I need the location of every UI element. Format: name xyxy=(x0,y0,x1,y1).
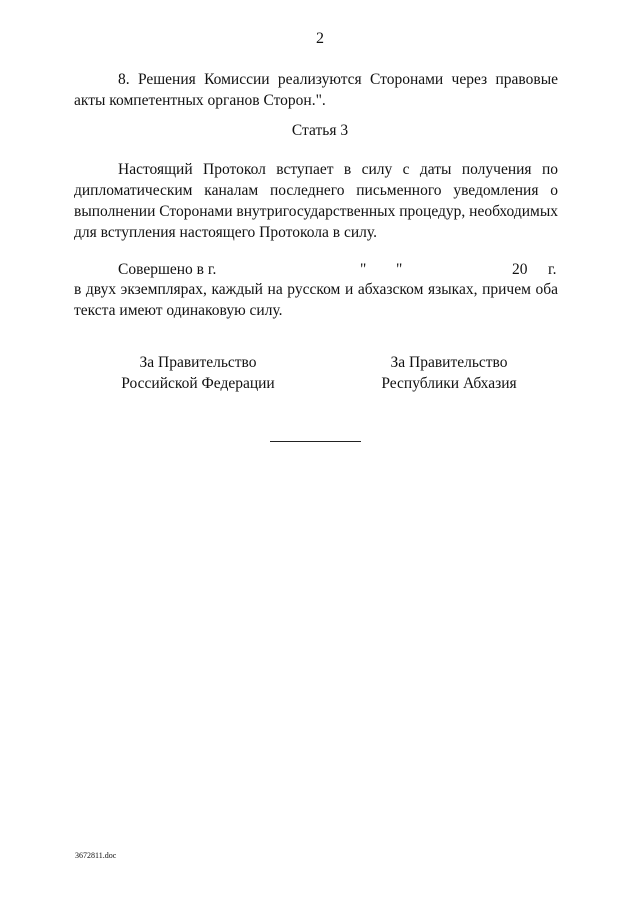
signature-block-russia xyxy=(78,352,318,394)
signature-abkhazia-line2: Республики Абхазия xyxy=(381,375,517,392)
year-prefix: 20 xyxy=(512,261,528,278)
signature-russia-line2: Российской Федерации xyxy=(121,375,275,392)
signature-block-abkhazia xyxy=(329,352,569,394)
page-number: 2 xyxy=(316,30,324,47)
paragraph-entry-into-force: Настоящий Протокол вступает в силу с даты получения по дипломатическим каналам последнего письменного уведомления о выполнении Сторонами внутригосударственных процедур, необходимых для вступления настоящего Протокола в силу. xyxy=(74,161,558,241)
signature-russia-line1: За Правительство xyxy=(139,354,257,371)
paragraph-copies: в двух экземплярах, каждый на русском и абхазском языках, причем оба текста имеют одинаковую силу. xyxy=(74,281,558,319)
done-at-text: Совершено в г. xyxy=(118,261,217,278)
date-quote-open: " xyxy=(360,261,367,278)
date-quote-close: " xyxy=(396,261,403,278)
paragraph-commission-decisions: 8. Решения Комиссии реализуются Сторонами через правовые акты компетентных органов Сторон.". xyxy=(74,71,558,109)
signature-abkhazia-line1: За Правительство xyxy=(390,354,508,371)
done-at-line xyxy=(74,259,558,280)
footer-doc-code: 3672811.doc xyxy=(75,851,117,860)
article-heading: Статья 3 xyxy=(291,122,349,139)
end-divider xyxy=(270,441,361,442)
year-suffix: г. xyxy=(548,261,557,278)
